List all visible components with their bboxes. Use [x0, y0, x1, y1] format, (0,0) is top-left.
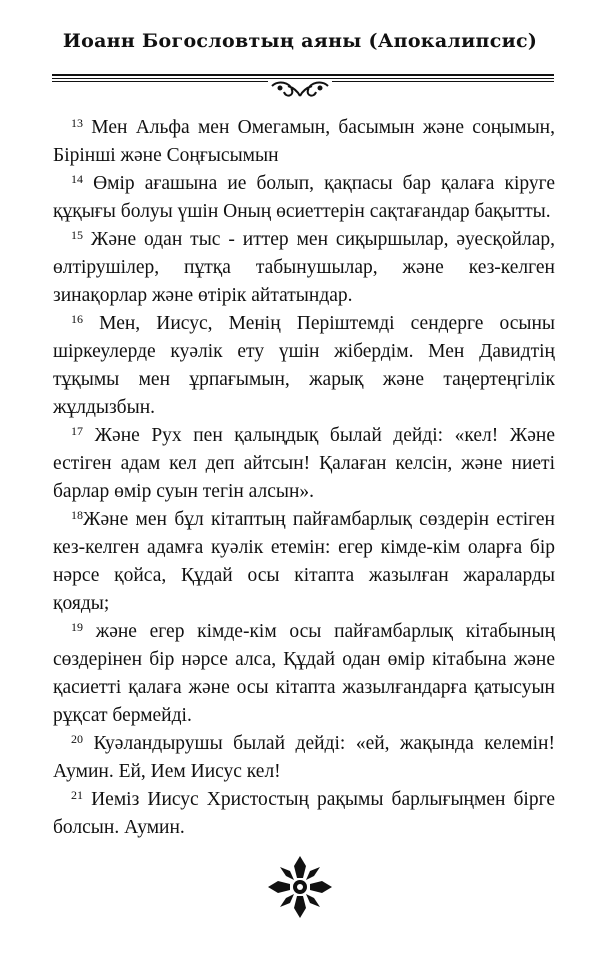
verse: [53, 618, 555, 730]
page-header-title: Иоанн Богословтың аяны (Апокалипсис): [62, 30, 538, 52]
verse-number: 19: [71, 620, 83, 634]
verse: [53, 114, 555, 170]
cross-ornament-icon: [266, 852, 334, 922]
verse-text: Мен Альфа мен Омегамын, басымын және соңымын, Бірінші және Соңғысымын: [53, 117, 555, 166]
verse-number: 18: [71, 508, 83, 522]
verse-number: 20: [71, 732, 83, 746]
verse: [53, 506, 555, 618]
verse-text: Мен, Иисус, Менің Періштемді сендерге осыны шіркеулерде куәлік ету үшін жібердім. Мен Давидтің тұқымы мен ұрпағымын, жарық және таңертеңгілік жұлдызбын.: [53, 313, 556, 418]
verse: [53, 786, 555, 842]
verse-text: Және мен бұл кітаптың пайғамбарлық сөздерін естіген кез-келген адамға куәлік етемін: егер кімде-кім оларға бір нәрсе қойса, Құдай осы кітапта жазылған жараларды қояды;: [53, 509, 555, 614]
verse-text: Иеміз Иисус Христостың рақымы барлығыңмен бірге болсын. Аумин.: [53, 789, 555, 838]
verse-number: 21: [71, 788, 83, 802]
verse: [53, 226, 555, 310]
verse: [53, 170, 555, 226]
verse-number: 16: [71, 312, 83, 326]
verse-number: 17: [71, 424, 83, 438]
flourish-ornament-icon: [268, 80, 332, 100]
verse-text: Және Рух пен қалыңдық былай дейді: «кел! Және естіген адам кел деп айтсын! Қалаған келсін, және ниеті барлар өмір суын тегін алсын».: [53, 425, 556, 502]
verse: [53, 730, 555, 786]
verse-text: және егер кімде-кім осы пайғамбарлық кітабының сөздерінен бір нәрсе алса, Құдай одан өмір кітабына және қасиетті қалаға және осы кітапта жазылғандарға қатысуын рұқсат бермейді.: [53, 621, 556, 726]
scripture-text: [53, 114, 555, 842]
verse-text: Және одан тыс - иттер мен сиқыршылар, әуесқойлар, өлтірушілер, пұтқа табынушылар, және кез-келген зинақорлар және өтірік айтатындар.: [53, 229, 555, 306]
verse-number: 15: [71, 228, 83, 242]
verse-number: 14: [71, 172, 83, 186]
verse-number: 13: [71, 116, 83, 130]
verse: [53, 310, 555, 422]
verse-text: Өмір ағашына ие болып, қақпасы бар қалаға кіруге құқығы болуы үшін Оның өсиеттерін сақтағандар бақытты.: [53, 173, 555, 222]
verse: [53, 422, 555, 506]
verse-text: Куәландырушы былай дейді: «ей, жақында келемін! Аумин. Ей, Ием Иисус кел!: [53, 733, 555, 782]
